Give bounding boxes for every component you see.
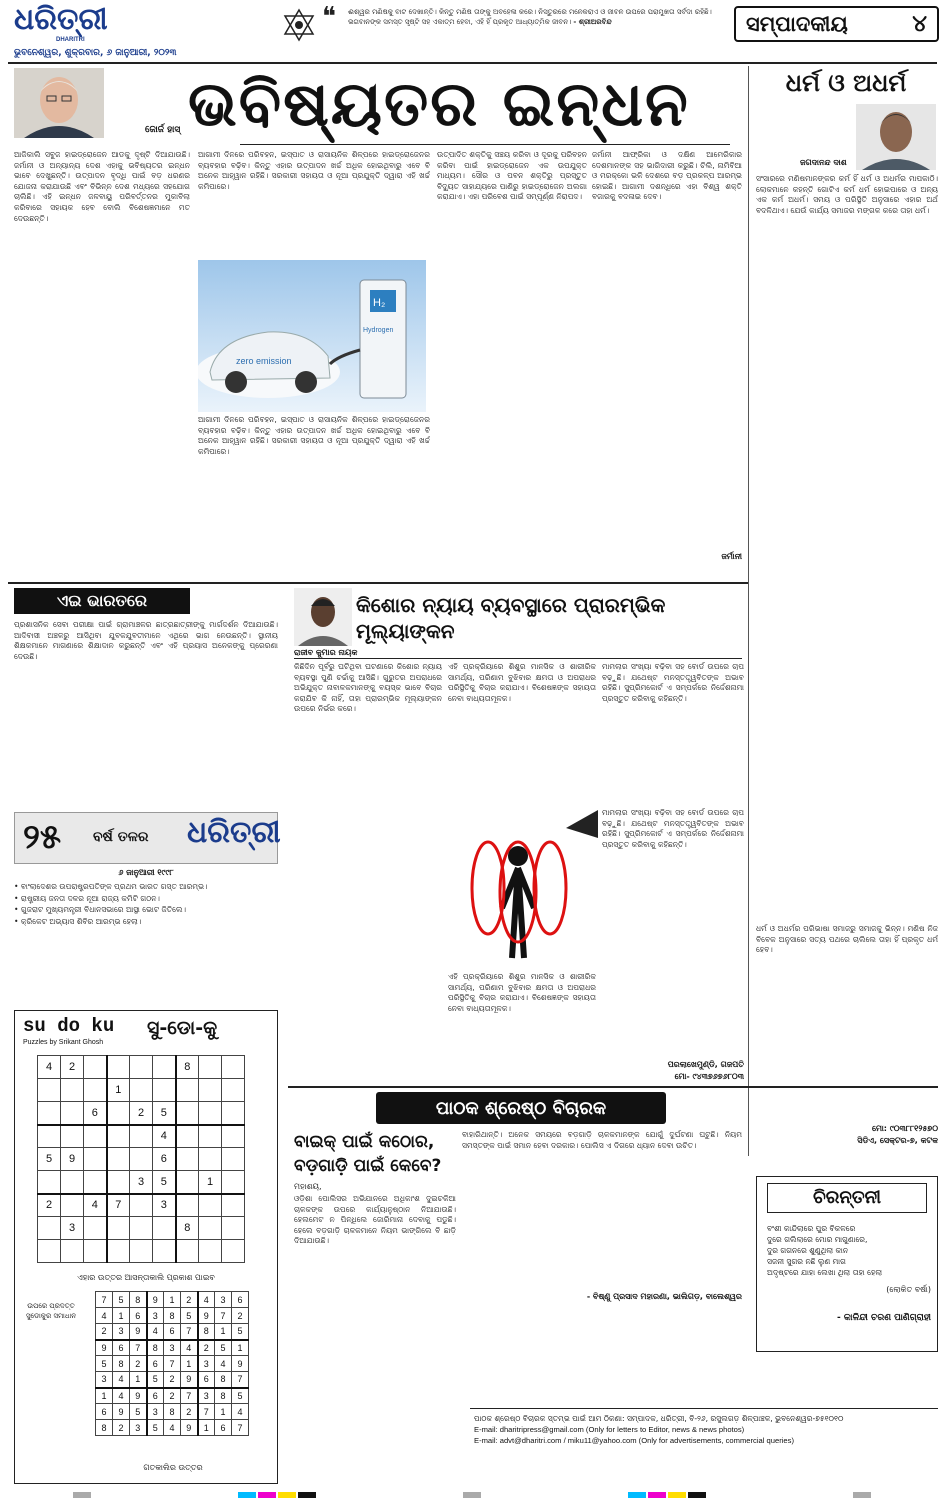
page-number: ୪ [912,11,927,37]
juvenile-col3-bottom: ମାମଲାର ସଂଖ୍ୟା ବଢ଼ିବା ସହ ବୋର୍ଡ ଉପରେ ଚାପ ବଢ଼ୁଛି। ଯଥେଷ୍ଟ ମନସ୍ତତ୍ତ୍ୱବିତଙ୍କ ଅଭାବ ରହିଛି। ସୁପ୍ରିମକୋର୍ଟ ଏ ସମ୍ପର୍କରେ ନିର୍ଦ୍ଦେଶନାମା ପ୍ରସ୍ତୁତ କରିବାକୁ କହିଛନ୍ତି। [602,808,744,849]
sudoku-cell [38,1217,61,1240]
sudoku-note: ଏହାର ଉତ୍ତର ଆସନ୍ତାକାଲି ପ୍ରକାଶ ପାଇବ [77,1273,215,1282]
author-photo-jagadananda [856,104,936,170]
sudoku-row [96,1356,249,1372]
sudoku-cell: 1 [107,1079,130,1102]
author-photo-rajeeb [294,588,352,646]
solution-cell: 4 [96,1308,113,1324]
author-photo-george [14,68,104,138]
years25-logo: ଧରିତ୍ରୀ [187,815,281,850]
sudoku-cell [199,1240,222,1263]
sudoku-grid [37,1055,245,1263]
sudoku-cell: 4 [38,1056,61,1079]
sudoku-cell [222,1217,245,1240]
solution-cell: 8 [164,1308,181,1324]
solution-cell: 6 [215,1420,232,1436]
poem-line: ବଂଶୀ କାନ୍ଦିଲାରେ ପୁର ବିକଳରେ [767,1224,856,1233]
sudoku-title-en: su do ku [23,1015,115,1037]
solution-cell: 2 [198,1340,215,1356]
sudoku-cell [222,1148,245,1171]
color-mark [853,1483,873,1498]
sudoku-row [38,1125,245,1148]
sudoku-cell [176,1194,199,1217]
solution-cell: 5 [113,1292,130,1308]
poem-line: ଅଦୃଷ୍ଟରେ ଯାହା ଲେଖା ଥିଲା ତାହା ହେଲା [767,1268,883,1277]
solution-cell: 8 [147,1340,164,1356]
years25-banner [14,812,281,864]
sudoku-cell: 6 [84,1102,107,1125]
sudoku-cell [130,1125,153,1148]
solution-cell: 2 [96,1324,113,1340]
sudoku-subtitle: Puzzles by Srikant Ghosh [23,1039,104,1046]
color-mark [463,1483,483,1498]
poem-credit: (ଲୋକିତ ବର୍ଷା) [886,1285,931,1294]
sudoku-cell [222,1240,245,1263]
reader-col2: ବାହାରିଥାନ୍ତି। ଅନେକ ସମୟରେ ବଡ଼ଗାଡ଼ି ଚାଳକମାନଙ୍କ ଯୋଗୁଁ ଦୁର୍ଘଟଣା ଘଟୁଛି। ନିୟମ ସମସ୍ତଙ୍କ ପାଇଁ ସମାନ ହେବା ଦରକାର। ପୋଲିସ ଏ ଦିଗରେ ଧ୍ୟାନ ଦେବା ଉଚିତ। [462,1130,742,1150]
sudoku-cell: 9 [61,1148,84,1171]
sudoku-row [38,1056,245,1079]
solution-cell: 5 [147,1372,164,1388]
solution-cell: 5 [130,1404,147,1420]
solution-cell: 9 [198,1308,215,1324]
poem-line: ଦୁର ଗଗନରେ ଶୁଣୁଥିଲା କାନ [767,1246,849,1255]
sudoku-cell [199,1148,222,1171]
sudoku-cell [61,1194,84,1217]
solution-cell: 2 [164,1372,181,1388]
sudoku-cell [130,1240,153,1263]
solution-cell: 7 [232,1420,249,1436]
sudoku-cell: 3 [61,1217,84,1240]
sudoku-cell: 5 [38,1148,61,1171]
sudoku-cell [130,1148,153,1171]
sudoku-cell [107,1217,130,1240]
reader-contact-line2[interactable]: E-mail: dharitripress@gmail.com (Only for letters to Editor, news & news photos) [474,1425,745,1434]
quote-mark-icon: ❝ [322,2,336,32]
sudoku-row [38,1240,245,1263]
solution-cell: 5 [232,1388,249,1404]
years25-item: • କ୍ରିକେଟ ଅଭ୍ୟାସ ଶିବିର ଆରମ୍ଭ ହେଲା। [14,916,142,926]
chirantani-title: ଚିରନ୍ତନୀ [767,1183,927,1213]
lead-col3: ଉତ୍ପାଦିତ ଶକ୍ତିକୁ ସଞ୍ଚୟ କରିବା ଓ ଦୂରକୁ ପରିବହନ କରିବା ପାଇଁ ହାଇଡ୍ରୋଜେନ ଏକ ଉପଯୁକ୍ତ ମାଧ୍ୟମ। ସୌର ଓ ପବନ ଶକ୍ତିରୁ ପ୍ରସ୍ତୁତ ବିଦ୍ୟୁତ ସାହାଯ୍ୟରେ ପାଣିରୁ ହାଇଡ୍ରୋଜେନ ଅଲଗା କରାଯାଏ। ଏହା ପରିବେଶ ପାଇଁ ସମ୍ପୂର୍ଣ୍ଣ ନିରାପଦ। [437,150,587,202]
solution-cell: 6 [147,1356,164,1372]
sudoku-cell [84,1171,107,1194]
sudoku-cell [84,1217,107,1240]
india-rule [8,582,748,584]
sudoku-cell [107,1240,130,1263]
poem-line: ସଜନୀ ସୁଗର ନଛି ଲୁଣ ମାଗ [767,1257,846,1266]
sudoku-cell [61,1079,84,1102]
solution-cell: 2 [113,1420,130,1436]
sudoku-cell [199,1079,222,1102]
years25-item-text: କ୍ରିକେଟ ଅଭ୍ୟାସ ଶିବିର ଆରମ୍ଭ ହେଲା। [20,916,142,926]
sudoku-cell: 7 [107,1194,130,1217]
solution-cell: 1 [164,1292,181,1308]
sudoku-cell [176,1079,199,1102]
solution-cell: 4 [181,1340,198,1356]
sudoku-cell [107,1102,130,1125]
india-title-box [14,588,190,614]
solution-cell: 8 [215,1388,232,1404]
sudoku-row [38,1102,245,1125]
solution-cell: 2 [181,1292,198,1308]
years25-item-text: ରାଷ୍ଟ୍ରୀୟ ଜନତା ଦଳର ନୂଆ ରାଜ୍ୟ କମିଟି ଗଠନ। [20,893,160,903]
prev-solution-label: ଉପରେ ପ୍ରଦତ୍ତ ସୁଡୋକୁର ସମାଧାନ [25,1302,77,1320]
sudoku-cell [84,1148,107,1171]
sudoku-row [96,1324,249,1340]
lead-col2-top: ଆଗାମୀ ଦିନରେ ପରିବହନ, ଇସ୍ପାତ ଓ ରାସାୟନିକ ଶିଳ୍ପରେ ହାଇଡ୍ରୋଜେନର ବ୍ୟବହାର ବଢ଼ିବ। କିନ୍ତୁ ଏହାର ଉତ୍ପାଦନ ଖର୍ଚ୍ଚ ଅଧିକ ହୋଇଥିବାରୁ ଏବେ ବି ଅନେକ ଆହ୍ୱାନ ରହିଛି। ସରକାରୀ ସହାୟତା ଓ ନୂଆ ପ୍ରଯୁକ୍ତି ଦ୍ୱାରା ଏହି ଖର୍ଚ୍ଚ କମିପାରେ। [198,150,430,191]
sudoku-cell: 2 [38,1194,61,1217]
registration-marks [0,1486,945,1498]
solution-cell: 9 [130,1324,147,1340]
juvenile-col2: ଏହି ପ୍ରକ୍ରିୟାରେ ଶିଶୁର ମାନସିକ ଓ ଶାରୀରିକ ସାମର୍ଥ୍ୟ, ପରିଣାମ ବୁଝିବାର କ୍ଷମତା ଓ ଅପରାଧର ପରିସ୍ଥିତିକୁ ବିଚାର କରାଯାଏ। ବିଶେଷଜ୍ଞଙ୍କ ସହାୟତା ନେବା ବାଧ୍ୟତାମୂଳକ। [448,662,596,703]
sudoku-cell [38,1079,61,1102]
lead-rule [240,144,730,145]
solution-cell: 8 [164,1404,181,1420]
years25-item-text: ବାଂଲାଦେଶର ଉପରାଷ୍ଟ୍ରପତିଙ୍କ ପ୍ରଥମ ଭାରତ ଗସ୍ତ ଆରମ୍ଭ। [20,882,208,891]
sudoku-cell [107,1125,130,1148]
years25-item: • ଗୁଜରାଟ ମୁଖ୍ୟମନ୍ତ୍ରୀ ବିଧାନସଭାରେ ଆସ୍ଥା ଭୋଟ ଜିତିଲେ। [14,905,186,915]
svg-text:H₂: H₂ [373,297,386,309]
years25-item: • ବାଂଲାଦେଶର ଉପରାଷ୍ଟ୍ରପତିଙ୍କ ପ୍ରଥମ ଭାରତ ଗସ୍ତ ଆରମ୍ଭ। [14,882,208,891]
sudoku-row [96,1372,249,1388]
solution-cell: 4 [113,1388,130,1404]
solution-cell: 7 [130,1340,147,1356]
solution-cell: 4 [113,1372,130,1388]
sudoku-cell: 3 [153,1194,176,1217]
sudoku-cell: 5 [153,1171,176,1194]
solution-cell: 4 [232,1404,249,1420]
solution-cell: 7 [198,1404,215,1420]
solution-cell: 3 [198,1356,215,1372]
solution-cell: 5 [181,1308,198,1324]
author-caption: ଜୋର୍ଜ ହାସ୍ [145,125,181,135]
sudoku-cell [176,1171,199,1194]
solution-cell: 2 [181,1404,198,1420]
section-header [734,6,939,42]
opinion-title: ଧର୍ମ ଓ ଅଧର୍ମ [785,68,907,97]
juvenile-col1: କିଛିଦିନ ପୂର୍ବରୁ ଘଟିଥିବା ଘଟଣାରେ କିଶୋର ନ୍ୟାୟ ବ୍ୟବସ୍ଥା ପୁଣି ଚର୍ଚ୍ଚାକୁ ଆସିଛି। ଗୁରୁତର ଅପରାଧରେ ଅଭିଯୁକ୍ତ ନାବାଳକମାନଙ୍କୁ ବୟସ୍କ ଭାବେ ବିଚାର କରାଯିବ କି ନାହିଁ, ତାହା ପ୍ରାରମ୍ଭିକ ମୂଲ୍ୟାଙ୍କନ ଉପରେ ନିର୍ଭର କରେ। [294,662,442,714]
juvenile-col3: ମାମଲାର ସଂଖ୍ୟା ବଢ଼ିବା ସହ ବୋର୍ଡ ଉପରେ ଚାପ ବଢ଼ୁଛି। ଯଥେଷ୍ଟ ମନସ୍ତତ୍ତ୍ୱବିତଙ୍କ ଅଭାବ ରହିଛି। ସୁପ୍ରିମକୋର୍ଟ ଏ ସମ୍ପର୍କରେ ନିର୍ଦ୍ଦେଶନାମା ପ୍ରସ୍ତୁତ କରିବାକୁ କହିଛନ୍ତି। [602,662,744,703]
sudoku-cell [153,1240,176,1263]
sudoku-cell [176,1102,199,1125]
solution-cell: 4 [215,1356,232,1372]
sudoku-cell [176,1125,199,1148]
sudoku-cell [84,1240,107,1263]
solution-cell: 6 [232,1292,249,1308]
opinion-address: ସିଡିଏ, ସେକ୍ଟର-୭, କଟକ [857,1136,938,1145]
years25-list [14,882,278,928]
sudoku-row [96,1420,249,1436]
solution-cell: 6 [147,1388,164,1404]
prev-solution-grid [95,1291,249,1436]
lead-col2-bottom: ଆଗାମୀ ଦିନରେ ପରିବହନ, ଇସ୍ପାତ ଓ ରାସାୟନିକ ଶିଳ୍ପରେ ହାଇଡ୍ରୋଜେନର ବ୍ୟବହାର ବଢ଼ିବ। କିନ୍ତୁ ଏହାର ଉତ୍ପାଦନ ଖର୍ଚ୍ଚ ଅଧିକ ହୋଇଥିବାରୁ ଏବେ ବି ଅନେକ ଆହ୍ୱାନ ରହିଛି। ସରକାରୀ ସହାୟତା ଓ ନୂଆ ପ୍ରଯୁକ୍ତି ଦ୍ୱାରା ଏହି ଖର୍ଚ୍ଚ କମିପାରେ। [198,415,430,456]
solution-cell: 3 [113,1324,130,1340]
barbed-wire-illustration [448,808,600,968]
reader-subheadline: ବାଇକ୍ ପାଇଁ କଠୋର, ବଡ଼ଗାଡ଼ି ପାଇଁ କେବେ? [294,1132,442,1176]
sudoku-row [96,1308,249,1324]
solution-cell: 4 [147,1324,164,1340]
solution-cell: 2 [232,1308,249,1324]
solution-cell: 6 [113,1340,130,1356]
solution-cell: 7 [96,1292,113,1308]
solution-cell: 7 [181,1324,198,1340]
juvenile-contact: ମୋ- ୯୪୩୭୬୭୬୮୦୩ [674,1072,744,1081]
sudoku-cell [176,1148,199,1171]
solution-cell: 3 [130,1420,147,1436]
sudoku-row [96,1404,249,1420]
solution-cell: 6 [130,1308,147,1324]
chirantani-author: - କାଳିନ୍ଦୀ ଚରଣ ପାଣିଗ୍ରାହୀ [837,1313,931,1323]
solution-cell: 9 [232,1356,249,1372]
sudoku-box [14,1010,278,1484]
sudoku-cell: 6 [153,1148,176,1171]
solution-cell: 8 [130,1292,147,1308]
sudoku-cell [130,1194,153,1217]
sudoku-cell: 4 [153,1125,176,1148]
color-mark [73,1483,93,1498]
solution-cell: 5 [232,1324,249,1340]
sudoku-cell [222,1102,245,1125]
color-mark [238,1483,318,1498]
solution-cell: 8 [215,1372,232,1388]
reader-col1: ଓଡ଼ିଶା ପୋଲିସର ଅଭିଯାନରେ ଅଧିକାଂଶ ଦୁଇଚକିଆ ଚାଳକଙ୍କ ଉପରେ କାର୍ଯ୍ୟାନୁଷ୍ଠାନ ନିଆଯାଉଛି। ହେଲମେଟ ନ ପିନ୍ଧିଲେ ଜୋରିମାନା ଦେବାକୁ ପଡୁଛି। ହେଲେ ବଡ଼ଗାଡ଼ି ଚାଳକମାନେ ନିୟମ ଭାଙ୍ଗିଲେ ବି ଛାଡ଼ି ଦିଆଯାଉଛି। [294,1194,456,1246]
solution-cell: 7 [215,1308,232,1324]
chirantani-poem [767,1223,931,1278]
sudoku-cell [61,1171,84,1194]
solution-cell: 9 [96,1340,113,1356]
solution-cell: 9 [181,1420,198,1436]
solution-cell: 7 [164,1356,181,1372]
lead-headline: ଭବିଷ୍ୟତର ଇନ୍ଧନ [188,67,690,140]
sudoku-cell [199,1102,222,1125]
reader-salutation: ମହାଶୟ, [294,1182,322,1191]
sudoku-cell [38,1240,61,1263]
sudoku-cell [130,1056,153,1079]
quote-author: - ଶ୍ରୀଅରବିନ୍ଦ [573,17,612,26]
solution-cell: 6 [198,1372,215,1388]
solution-cell: 4 [164,1420,181,1436]
sudoku-cell: 5 [153,1102,176,1125]
solution-cell: 1 [215,1324,232,1340]
sudoku-title-or: ସୁ-ଡୋ-କୁ [147,1017,218,1039]
years25-item: • ରାଷ୍ଟ୍ରୀୟ ଜନତା ଦଳର ନୂଆ ରାଜ୍ୟ କମିଟି ଗଠନ। [14,893,160,903]
sudoku-cell: 2 [61,1056,84,1079]
reader-contact-box [470,1408,938,1460]
reader-title: ପାଠକ ଶ୍ରେଷ୍ଠ ବିଚାରକ [435,1097,607,1119]
sudoku-cell [222,1171,245,1194]
india-title: ଏଇ ଭାରତରେ [56,591,148,610]
sudoku-row [38,1079,245,1102]
years25-number: ୨୫ [23,817,62,857]
emblem-icon [282,8,316,42]
solution-cell: 1 [232,1340,249,1356]
opinion-text-2: ଧର୍ମ ଓ ଅଧର୍ମର ପରିଭାଷା ସମାଜରୁ ସମାଜକୁ ଭିନ୍ନ। ମଣିଷ ନିଜ ବିବେକ ଅନୁସାରେ ସତ୍ୟ ପଥରେ ଚାଲିଲେ ତାହା ହିଁ ପ୍ରକୃତ ଧର୍ମ ହେବ। [756,924,938,955]
quote-body: ଈଶ୍ୱର ମଣିଷକୁ ବାଟ ଦେଖାନ୍ତି। କିନ୍ତୁ ମଣିଷ ତାଙ୍କୁ ଅବହେଳା କରେ। ନିସ୍ତୁରରେ ମନେକରାଏ ଓ ଜୀବନ ଉପରେ ପରାମୁଖତା ସର୍ବଦା ରହିଛି। ଭଗବାନଙ୍କ ସମସ୍ତ ସୃଷ୍ଟି ସହ ଏକାତ୍ମ ହେବା, ଏହି ହିଁ ପ୍ରକୃତ ଆଧ୍ୟାତ୍ମିକ ଜୀବନ। [348,8,712,26]
solution-cell: 2 [130,1356,147,1372]
sudoku-cell [153,1079,176,1102]
sudoku-cell [222,1125,245,1148]
sudoku-row [96,1388,249,1404]
opinion-contact: ମୋ: ୯୦୩୮୮୧୨୫୭୦ [871,1124,938,1133]
reader-signature: - ବିଷ୍ଣୁ ପ୍ରସାଦ ମହାରଣା, ଭାଲିଗଡ଼, ବାଲେଶ୍ୱର [586,1292,742,1301]
sudoku-cell [199,1056,222,1079]
solution-cell: 1 [181,1356,198,1372]
years25-item-text: ଗୁଜରାଟ ମୁଖ୍ୟମନ୍ତ୍ରୀ ବିଧାନସଭାରେ ଆସ୍ଥା ଭୋଟ ଜିତିଲେ। [20,905,186,915]
solution-cell: 5 [96,1356,113,1372]
years25-title: ବର୍ଷ ତଳର [93,829,149,845]
solution-cell: 9 [181,1372,198,1388]
sudoku-row [38,1171,245,1194]
solution-cell: 5 [215,1340,232,1356]
solution-cell: 8 [96,1420,113,1436]
sudoku-cell [130,1079,153,1102]
opinion-author: ଜଗଦାନନ୍ଦ ଦାଶ [800,158,847,167]
solution-cell: 9 [113,1404,130,1420]
sudoku-cell: 8 [176,1217,199,1240]
lead-col4: ଜର୍ମାନୀ ଆଫ୍ରିକା ଓ ଦକ୍ଷିଣ ଆମେରିକାର ଦେଶମାନଙ୍କ ସହ ଭାଗିଦାରୀ କରୁଛି। ଚିଲି, ନାମିବିଆ ଓ ମରକ୍କୋ ଭଳି ଦେଶରେ ବଡ଼ ପ୍ରକଳ୍ପ ଆରମ୍ଭ ହୋଇଛି। ଆଗାମୀ ଦଶନ୍ଧିରେ ଏହା ବିଶ୍ୱ ଶକ୍ତି ବଜାରକୁ ବଦଳାଇ ଦେବ। [592,150,742,202]
solution-cell: 9 [130,1388,147,1404]
reader-contact-line1: ପାଠକ ଶ୍ରେଷ୍ଠ ବିଚାରକ ସ୍ତମ୍ଭ ପାଇଁ ଆମ ଠିକଣା: ସମ୍ପାଦକ, ଧରିତ୍ରୀ, ବି-୨୬, ରସୁଲଗଡ଼ ଶିଳ୍ପାଞ୍ଚଳ, ଭୁବନେଶ୍ୱର-୭୫୧୦୧୦ [474,1414,844,1423]
solution-cell: 5 [147,1420,164,1436]
poem-line: ଦୁରେ ଗଲିଲାରେ ମୋର ମାଗୁଣାରେ, [767,1235,868,1244]
solution-cell: 8 [113,1356,130,1372]
lead-col1: ଆଜିକାଲି ସବୁଜ ହାଇଡ୍ରୋଜେନ ଆଡକୁ ଦୃଷ୍ଟି ଦିଆଯାଉଛି। ଜର୍ମାନୀ ଓ ଅନ୍ୟାନ୍ୟ ଦେଶ ଏହାକୁ ଭବିଷ୍ୟତର ଇନ୍ଧନ ଭାବେ ଦେଖୁଛନ୍ତି। ଉତ୍ପାଦନ ବୃଦ୍ଧି ପାଇଁ ବଡ଼ ଧରଣର ଯୋଜନା କରାଯାଉଛି ଏବଂ ବିଭିନ୍ନ ଦେଶ ମଧ୍ୟରେ ସହଯୋଗ ଚାଲିଛି। ଏହି ଇନ୍ଧନ ଜଳବାୟୁ ପରିବର୍ତ୍ତନର ମୁକାବିଲା କରିବାରେ ସହାୟକ ହେବ ବୋଲି ବିଶେଷଜ୍ଞମାନେ ମତ ଦେଉଛନ୍ତି। [14,150,190,223]
solution-cell: 3 [147,1308,164,1324]
solution-cell: 3 [198,1388,215,1404]
juvenile-author: ରାଜୀବ କୁମାର ନାୟକ [294,648,358,657]
solution-cell: 4 [198,1292,215,1308]
sudoku-cell [199,1217,222,1240]
sudoku-row [96,1292,249,1308]
sudoku-cell [61,1125,84,1148]
juvenile-headline: କିଶୋର ନ୍ୟାୟ ବ୍ୟବସ୍ଥାରେ ପ୍ରାରମ୍ଭିକ ମୂଲ୍ୟାଙ୍କନ [356,593,666,643]
masthead [0,0,945,62]
sudoku-cell [38,1102,61,1125]
sudoku-cell [61,1240,84,1263]
sudoku-cell [107,1171,130,1194]
sudoku-cell [222,1056,245,1079]
sudoku-cell [199,1194,222,1217]
solution-cell: 7 [181,1388,198,1404]
solution-cell: 3 [96,1372,113,1388]
color-mark [628,1483,708,1498]
zero-emission-text: zero emission [236,356,292,366]
solution-cell: 3 [215,1292,232,1308]
hydrogen-car-image [198,260,426,412]
sudoku-cell [199,1125,222,1148]
reader-title-box [376,1092,666,1124]
juvenile-rule [294,658,742,659]
sudoku-cell [107,1056,130,1079]
prev-solution-caption: ଗତକାଲିର ଉତ୍ତର [143,1463,203,1472]
sudoku-cell [153,1217,176,1240]
quote-text [348,8,718,27]
logo-subtitle: DHARITRI [56,37,85,43]
sudoku-cell: 2 [130,1102,153,1125]
dateline: ଭୁବନେଶ୍ୱର, ଶୁକ୍ରବାର, ୬ ଜାନୁଆରୀ, ୨୦୨୩ [14,48,177,58]
chirantani-box [756,1176,938,1352]
sudoku-row [38,1194,245,1217]
sudoku-cell [84,1125,107,1148]
solution-cell: 3 [147,1404,164,1420]
opinion-text: ସଂସାରରେ ମଣିଷମାନଙ୍କର କର୍ମ ହିଁ ଧର୍ମ ଓ ଅଧର୍ମର ମାପକାଠି। ଲୋକମାନେ କହନ୍ତି ଗୋଟିଏ କର୍ମ ଧର୍ମ ହୋଇପାରେ ଓ ଅନ୍ୟ ଏକ କର୍ମ ଅଧର୍ମ। ସମୟ ଓ ପରିସ୍ଥିତି ଅନୁସାରେ ଏହାର ଅର୍ଥ ବଦଳିଥାଏ। ଯେଉଁ କାର୍ଯ୍ୟ ସମାଜର ମଙ୍ଗଳ କରେ ତାହା ଧର୍ମ। [756,174,938,215]
sudoku-cell [176,1240,199,1263]
sudoku-cell [107,1148,130,1171]
sudoku-cell [38,1125,61,1148]
years25-date: ୬ ଜାନୁଆରୀ ୧୯୯୮ [118,868,174,877]
reader-rule [288,1086,938,1088]
hydrogen-label: Hydrogen [363,327,394,334]
solution-cell: 2 [164,1388,181,1404]
sudoku-cell [222,1079,245,1102]
sudoku-cell: 3 [130,1171,153,1194]
dharitri-logo[interactable]: ଧରିତ୍ରୀ [14,2,108,37]
sudoku-cell: 1 [199,1171,222,1194]
solution-cell: 1 [96,1388,113,1404]
sudoku-cell [222,1194,245,1217]
solution-cell: 1 [130,1372,147,1388]
solution-cell: 1 [113,1308,130,1324]
right-column-divider [748,66,749,1156]
solution-cell: 3 [164,1340,181,1356]
sudoku-cell [38,1171,61,1194]
sudoku-row [96,1340,249,1356]
sudoku-cell [84,1079,107,1102]
section-title: ସମ୍ପାଦକୀୟ [746,11,848,36]
sudoku-cell: 4 [84,1194,107,1217]
sudoku-row [38,1148,245,1171]
sudoku-row [38,1217,245,1240]
solution-cell: 9 [147,1292,164,1308]
sudoku-cell [84,1056,107,1079]
solution-cell: 8 [198,1324,215,1340]
solution-cell: 6 [96,1404,113,1420]
solution-cell: 6 [164,1324,181,1340]
sudoku-cell [130,1217,153,1240]
sudoku-cell: 8 [176,1056,199,1079]
sudoku-cell [153,1056,176,1079]
solution-cell: 7 [232,1372,249,1388]
juvenile-col2-bottom: ଏହି ପ୍ରକ୍ରିୟାରେ ଶିଶୁର ମାନସିକ ଓ ଶାରୀରିକ ସାମର୍ଥ୍ୟ, ପରିଣାମ ବୁଝିବାର କ୍ଷମତା ଓ ଅପରାଧର ପରିସ୍ଥିତିକୁ ବିଚାର କରାଯାଏ। ବିଶେଷଜ୍ଞଙ୍କ ସହାୟତା ନେବା ବାଧ୍ୟତାମୂଳକ। [448,972,596,1013]
solution-cell: 1 [215,1404,232,1420]
solution-cell: 1 [198,1420,215,1436]
sudoku-cell [61,1102,84,1125]
juvenile-credit: ପରଲାଖେମୁଣ୍ଡି, ଗଜପତି [667,1060,744,1069]
lead-credit: ଜର୍ମାନୀ [721,552,742,561]
india-text: ପ୍ରଶାସନିକ ସେବା ପରୀକ୍ଷା ପାଇଁ ଗ୍ରାମାଞ୍ଚଳର ଛାତ୍ରଛାତ୍ରୀଙ୍କୁ ମାର୍ଗଦର୍ଶନ ଦିଆଯାଉଛି। ଆଦିବାସୀ ଅଞ୍ଚଳରୁ ଆସିଥିବା ଯୁବକଯୁବତୀମାନେ ଏଥିରେ ଭାଗ ନେଉଛନ୍ତି। ସ୍ଥାନୀୟ ଶିକ୍ଷକମାନେ ମାଗଣାରେ ଶିକ୍ଷାଦାନ କରୁଛନ୍ତି ଏବଂ ଏହି ପ୍ରୟାସ ଅନେକଙ୍କୁ ପ୍ରେରଣା ଦେଉଛି। [14,620,278,661]
reader-contact-line3[interactable]: E-mail: advt@dharitri.com / miku11@yahoo.com (Only for advertisements, commercial queries) [474,1436,794,1445]
